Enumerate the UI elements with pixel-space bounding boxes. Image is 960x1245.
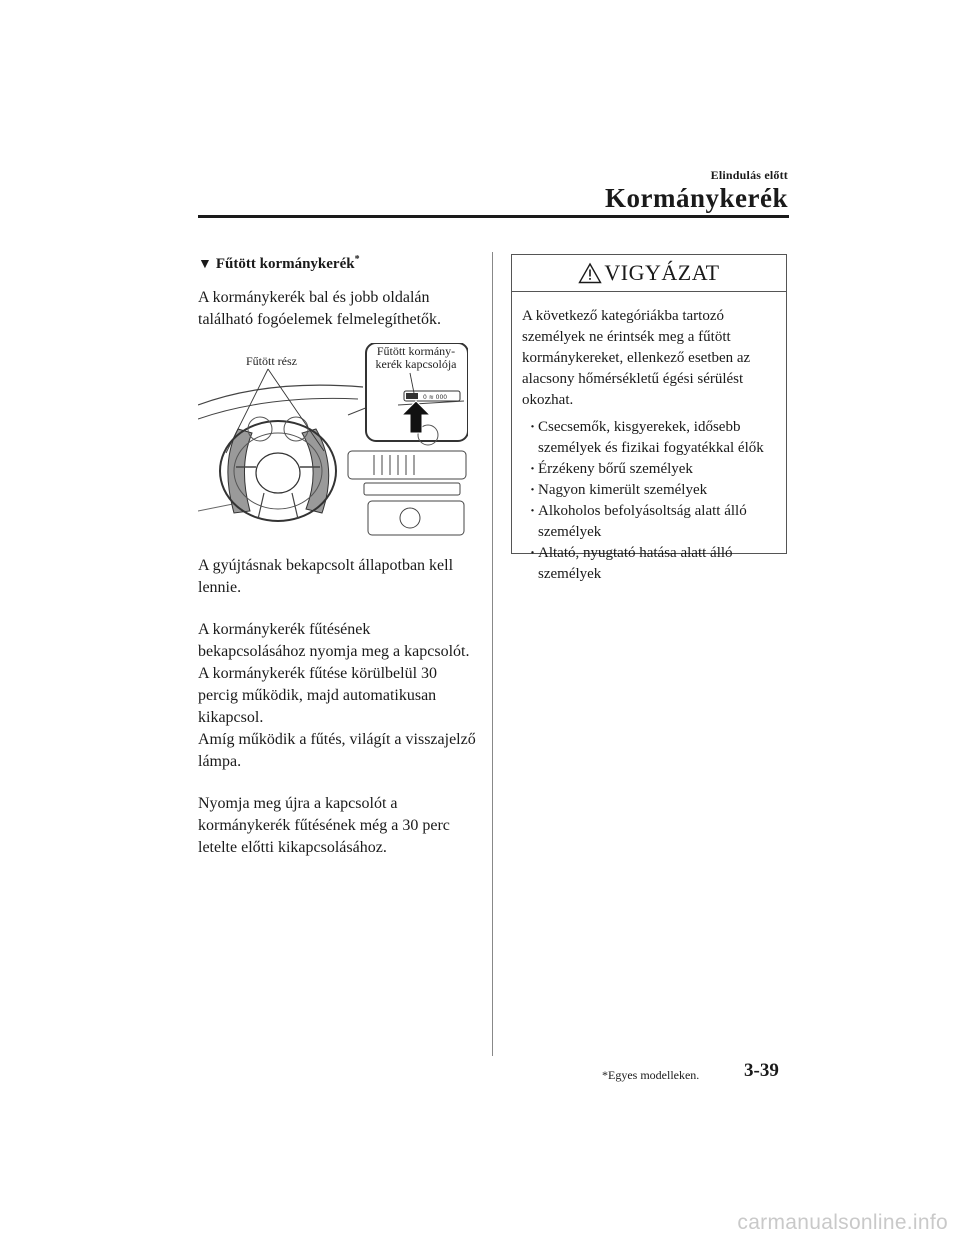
- watermark: carmanualsonline.info: [737, 1211, 948, 1234]
- caution-header: [512, 255, 786, 292]
- footnote: *Egyes modelleken.: [602, 1068, 700, 1082]
- indicator-paragraph: Amíg működik a fűtés, világít a visszajelző lámpa.: [198, 731, 476, 770]
- caution-title: VIGYÁZAT: [604, 260, 720, 285]
- caution-box: [511, 254, 787, 582]
- heated-switch-label: [368, 345, 464, 371]
- list-item: · Alkoholos befolyásoltság alatt álló személyek: [530, 503, 747, 540]
- caution-text: A következő kategóriákba tartozó személyek ne érintsék meg a fűtött kormánykereket, ellenkező esetben az alacsony hőmérsékletű égési sérülést okozhat.: [522, 308, 751, 408]
- list-item: · Nagyon kimerült személyek: [530, 482, 708, 498]
- column-divider: [492, 252, 493, 1056]
- triangle-marker-icon: ▼: [198, 257, 212, 272]
- list-item: · Altató, nyugtató hatása alatt álló személyek: [530, 545, 733, 582]
- ignition-paragraph: A gyújtásnak bekapcsolt állapotban kell lennie.: [198, 557, 454, 596]
- steering-wheel-figure: [198, 343, 468, 543]
- section-title: Elindulás előtt: [710, 168, 788, 182]
- subheading: [198, 254, 480, 273]
- caution-list: [522, 417, 776, 585]
- warning-triangle-icon: [578, 262, 602, 284]
- page-number: 3-39: [744, 1060, 779, 1081]
- left-column: [198, 254, 480, 879]
- switch-on-paragraph: A kormánykerék fűtésének bekapcsolásához nyomja meg a kapcsolót. A kormánykerék fűtése körülbelül 30 percig működik, majd automatikusan kikapcsol.: [198, 621, 470, 726]
- heated-part-label: Fűtött rész: [246, 354, 297, 368]
- subheading-text: Fűtött kormánykerék: [215, 256, 355, 272]
- intro-paragraph: A kormánykerék bal és jobb oldalán található fogóelemek felmelegíthetők.: [198, 289, 442, 328]
- caution-body: [512, 292, 786, 585]
- heated-switch-label-line2: kerék kapcsolója: [375, 357, 457, 371]
- list-item: · Érzékeny bőrű személyek: [530, 461, 693, 477]
- heated-switch-label-line1: Fűtött kormány-: [376, 344, 456, 358]
- header-rule: [198, 215, 789, 218]
- steering-wheel-illustration: [198, 343, 468, 543]
- svg-text:0 ≋ 000: 0 ≋ 000: [423, 394, 448, 401]
- list-item: · Csecsemők, kisgyerekek, idősebb személyek és fizikai fogyatékkal élők: [530, 419, 764, 456]
- footnote-mark: *: [354, 254, 360, 265]
- page-title: Kormánykerék: [605, 183, 788, 213]
- switch-off-paragraph: Nyomja meg újra a kapcsolót a kormánykerék fűtésének még a 30 perc letelte előtti kikapcsolásához.: [198, 795, 450, 856]
